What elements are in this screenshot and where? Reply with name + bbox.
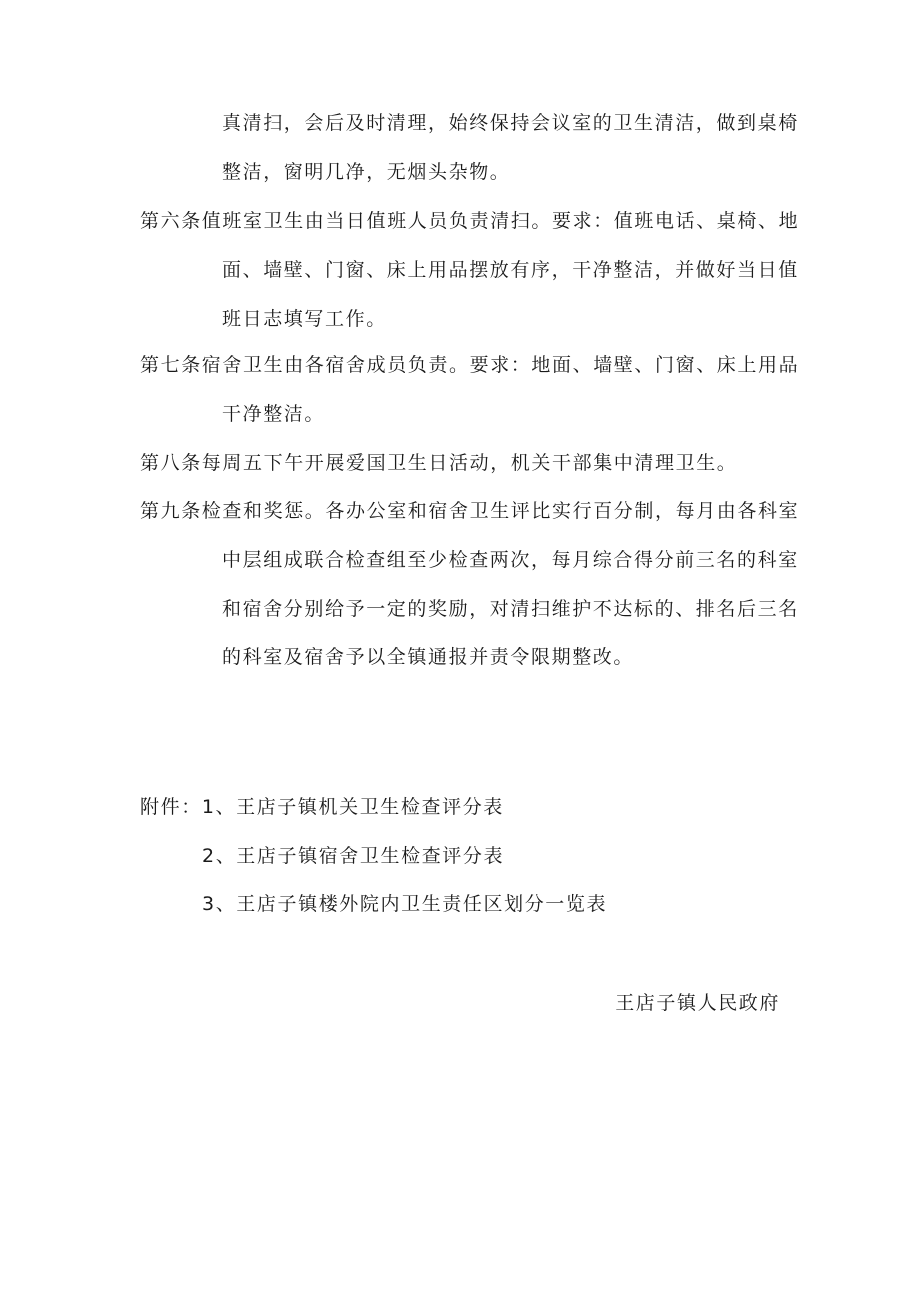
attachment-item: 2、王店子镇宿舍卫生检查评分表: [202, 845, 505, 867]
attachment-line: [140, 795, 504, 819]
article-7-line: 第七条宿舍卫生由各宿舍成员负责。要求：地面、墙壁、门窗、床上用品: [140, 354, 800, 376]
article-8-line: 第八条每周五下午开展爱国卫生日活动，机关干部集中清理卫生。: [140, 452, 738, 474]
attachment-prefix: 附件：: [140, 796, 202, 818]
attachment-item: 3、王店子镇楼外院内卫生责任区划分一览表: [202, 893, 608, 915]
article-9-line: 的科室及宿舍予以全镇通报并责令限期整改。: [222, 646, 635, 668]
attachment-item: 1、王店子镇机关卫生检查评分表: [201, 796, 504, 818]
article-6-line: 面、墙壁、门窗、床上用品摆放有序，干净整洁，并做好当日值: [222, 259, 799, 281]
issuer-signature: 王店子镇人民政府: [615, 992, 780, 1014]
article-6-line: 班日志填写工作。: [222, 308, 387, 330]
article-7-line: 干净整洁。: [222, 403, 326, 425]
article-9-line: 中层组成联合检查组至少检查两次，每月综合得分前三名的科室: [222, 549, 799, 571]
paragraph-line: 整洁，窗明几净，无烟头杂物。: [222, 161, 511, 183]
article-9-line: 第九条检查和奖惩。各办公室和宿舍卫生评比实行百分制，每月由各科室: [140, 500, 800, 522]
article-9-line: 和宿舍分别给予一定的奖励，对清扫维护不达标的、排名后三名: [222, 598, 799, 620]
paragraph-line: 真清扫，会后及时清理，始终保持会议室的卫生清洁，做到桌椅: [222, 112, 799, 134]
article-6-line: 第六条值班室卫生由当日值班人员负责清扫。要求：值班电话、桌椅、地: [140, 210, 800, 232]
